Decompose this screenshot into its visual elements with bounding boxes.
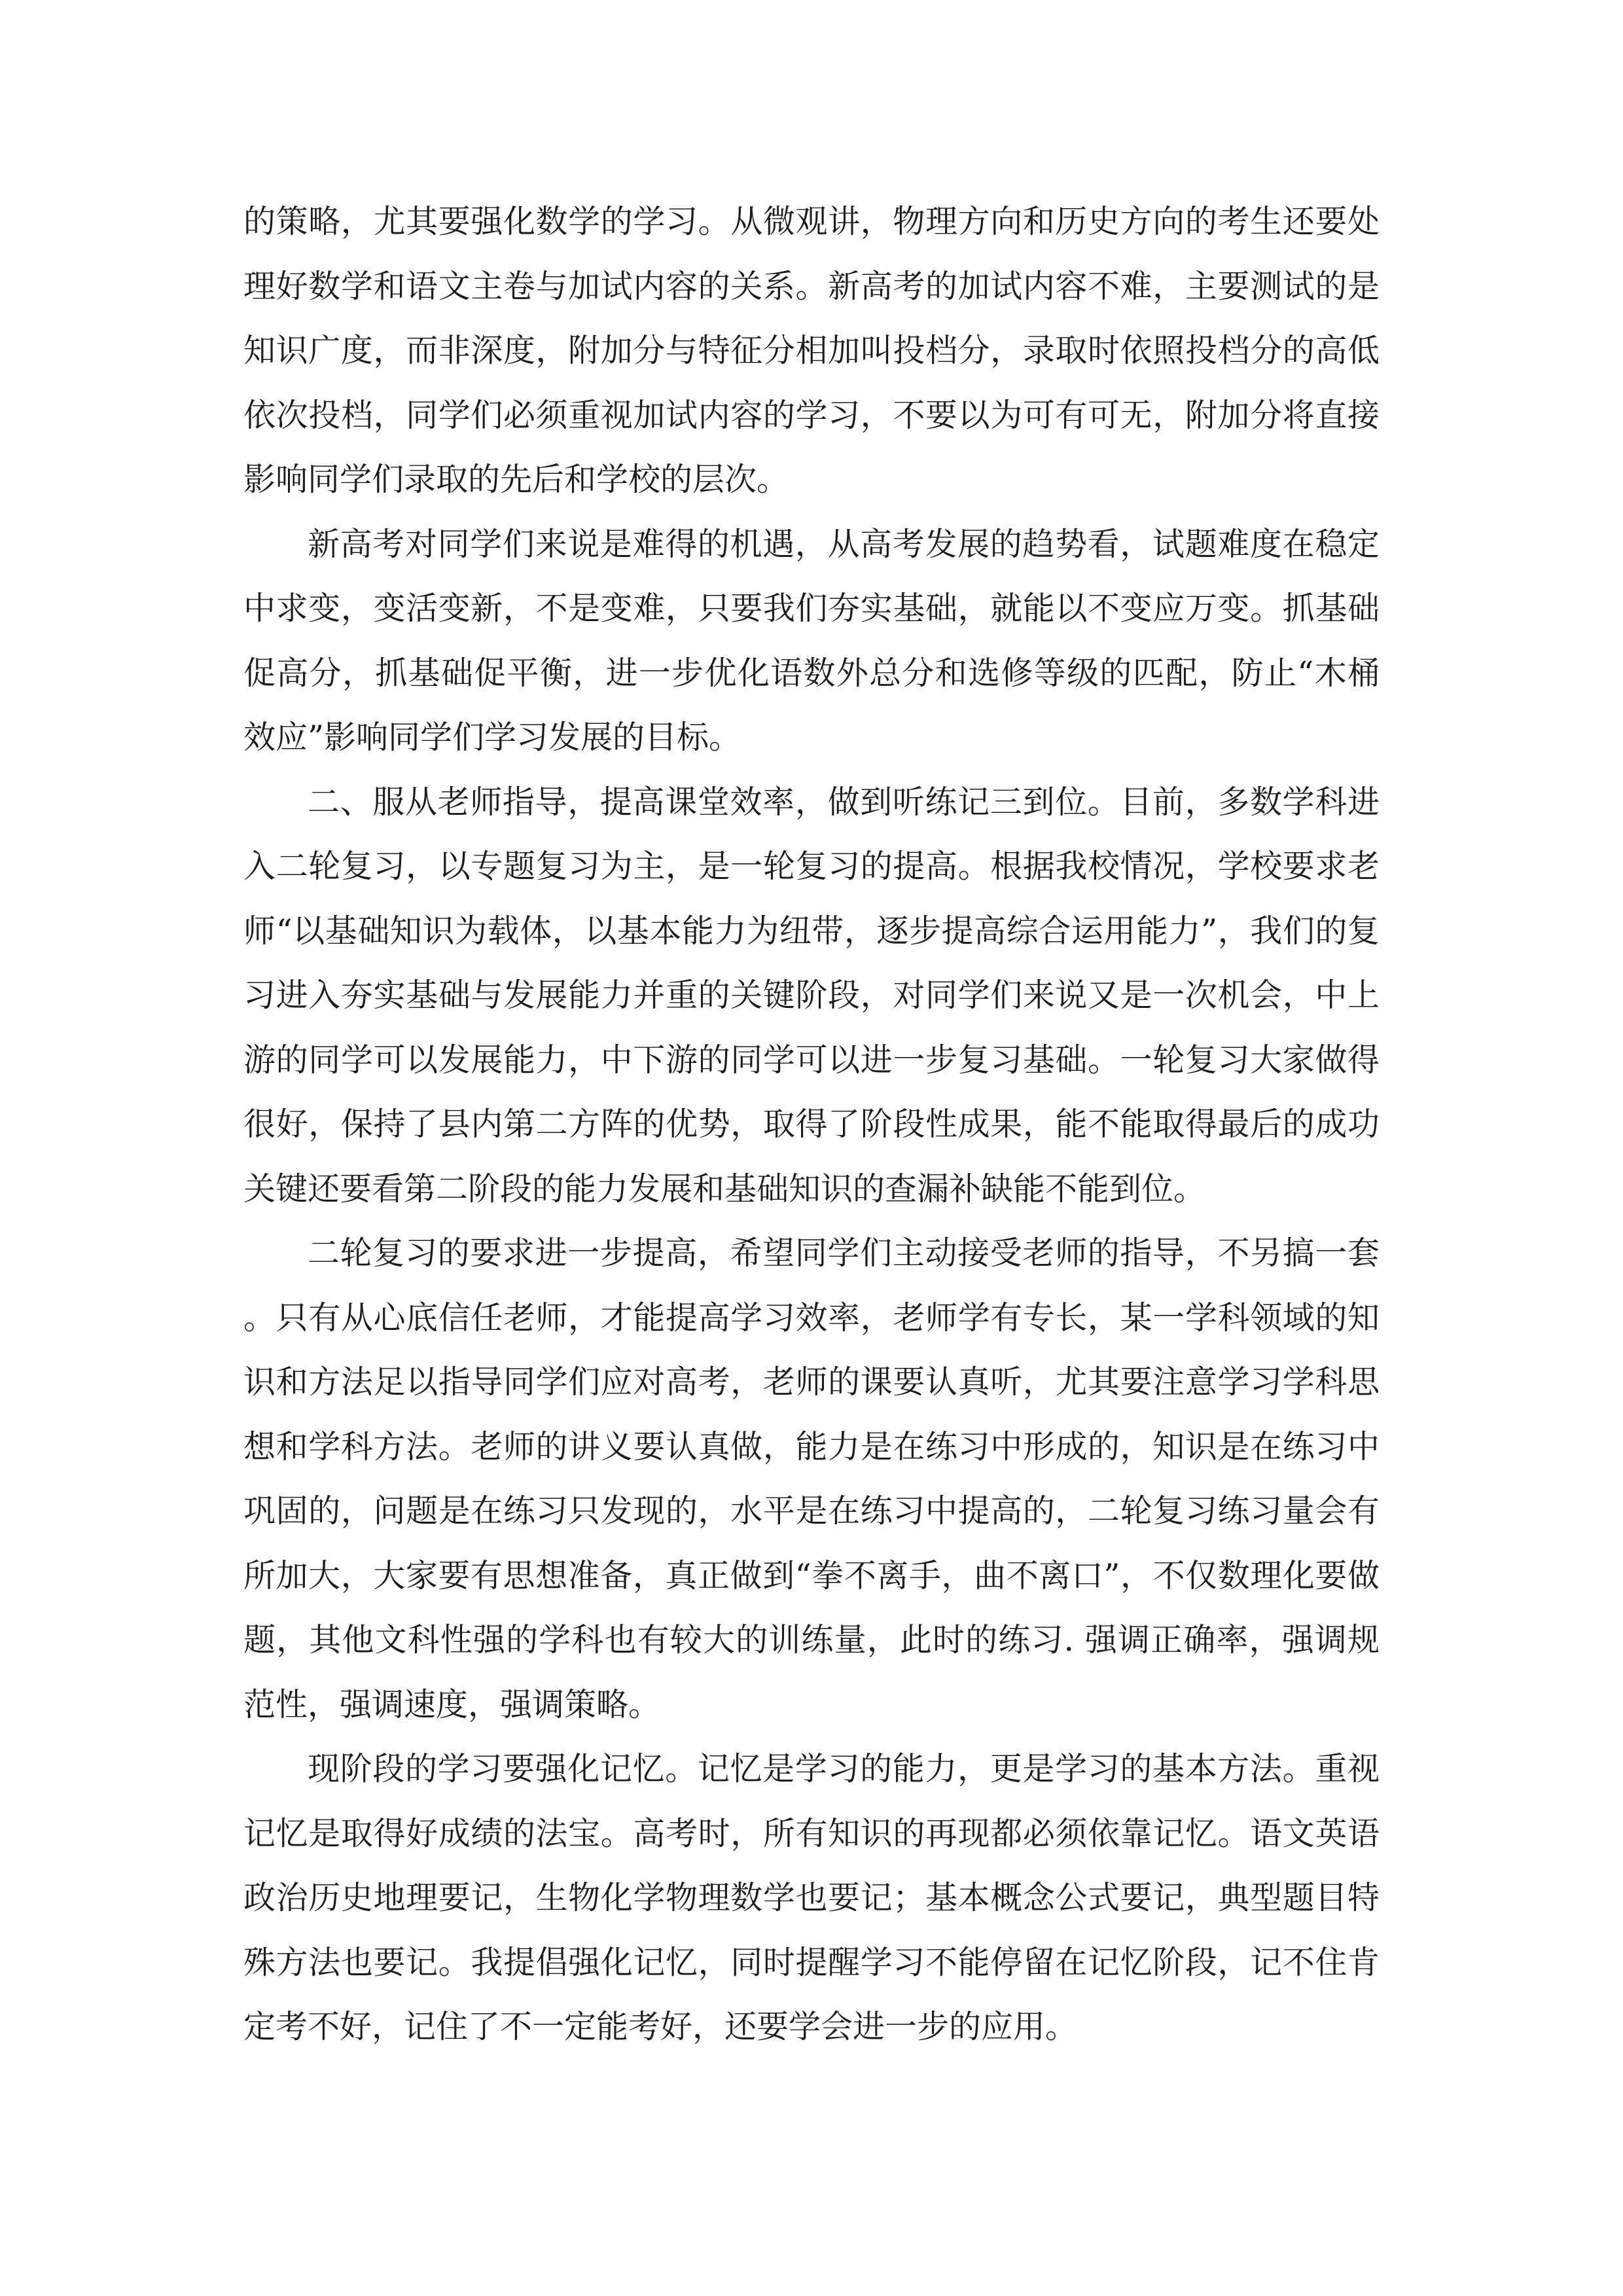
document-body [243,190,1380,2060]
paragraph-3: 二、服从老师指导，提高课堂效率，做到听练记三到位。目前，多数学科进入二轮复习，以专题复习为主，是一轮复习的提高。根据我校情况，学校要求老师“以基础知识为载体，以基本能力为纽带，逐步提高综合运用能力”，我们的复习进入夯实基础与发展能力并重的关键阶段，对同学们来说又是一次机会，中上游的同学可以发展能力，中下游的同学可以进一步复习基础。一轮复习大家做得很好，保持了县内第二方阵的优势，取得了阶段性成果，能不能取得最后的成功关键还要看第二阶段的能力发展和基础知识的查漏补缺能不能到位。 [243,783,1380,1208]
paragraph-2: 新高考对同学们来说是难得的机遇，从高考发展的趋势看，试题难度在稳定中求变，变活变新，不是变难，只要我们夯实基础，就能以不变应万变。抓基础促高分，抓基础促平衡，进一步优化语数外总分和选修等级的匹配，防止“木桶效应”影响同学们学习发展的目标。 [243,525,1380,756]
paragraph-5: 现阶段的学习要强化记忆。记忆是学习的能力，更是学习的基本方法。重视记忆是取得好成绩的法宝。高考时，所有知识的再现都必须依靠记忆。语文英语政治历史地理要记，生物化学物理数学也要记；基本概念公式要记，典型题目特殊方法也要记。我提倡强化记忆，同时提醒学习不能停留在记忆阶段，记不住肯定考不好，记住了不一定能考好，还要学会进一步的应用。 [243,1750,1380,2045]
paragraph-1: 的策略，尤其要强化数学的学习。从微观讲，物理方向和历史方向的考生还要处理好数学和语文主卷与加试内容的关系。新高考的加试内容不难，主要测试的是知识广度，而非深度，附加分与特征分相加叫投档分，录取时依照投档分的高低依次投档，同学们必须重视加试内容的学习，不要以为可有可无，附加分将直接影响同学们录取的先后和学校的层次。 [243,203,1380,498]
paragraph-4: 二轮复习的要求进一步提高，希望同学们主动接受老师的指导，不另搞一套。只有从心底信任老师，才能提高学习效率，老师学有专长，某一学科领域的知识和方法足以指导同学们应对高考，老师的课要认真听，尤其要注意学习学科思想和学科方法。老师的讲义要认真做，能力是在练习中形成的，知识是在练习中巩固的，问题是在练习只发现的，水平是在练习中提高的，二轮复习练习量会有所加大，大家要有思想准备，真正做到“拳不离手，曲不离口”，不仅数理化要做题，其他文科性强的学科也有较大的训练量，此时的练习. 强调正确率，强调规范性，强调速度，强调策略。 [243,1234,1380,1723]
